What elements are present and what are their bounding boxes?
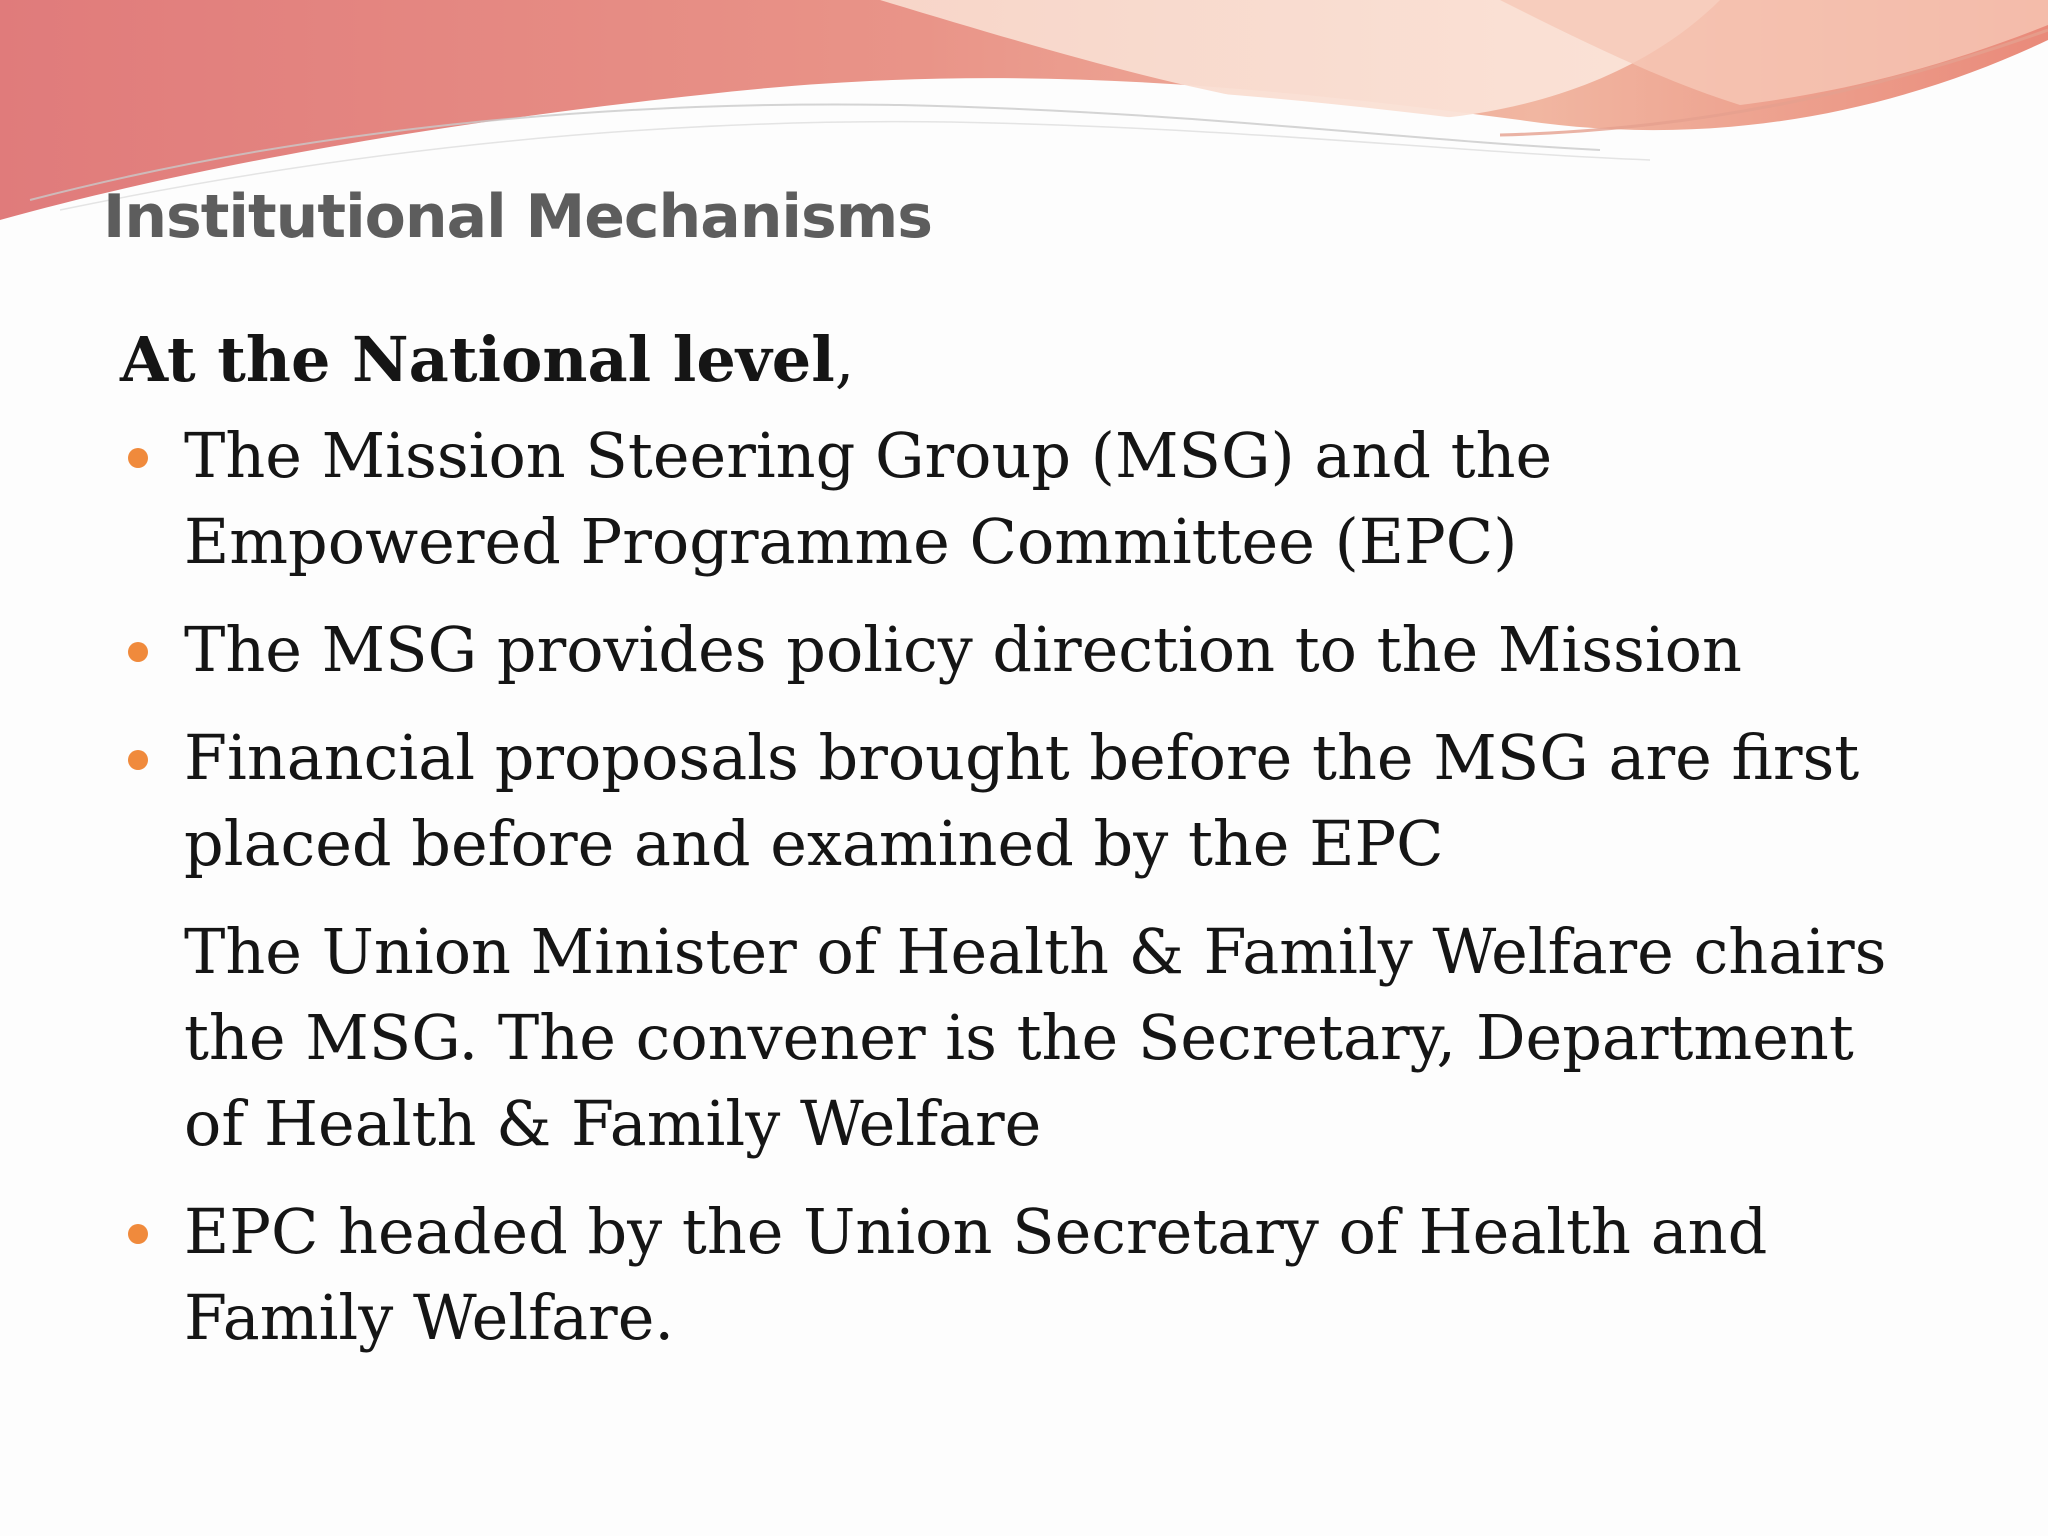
bullet-dot-icon — [128, 1224, 148, 1244]
slide-title: Institutional Mechanisms — [103, 182, 932, 252]
bullet-text-line: Financial proposals brought before the MSG are first — [184, 721, 1860, 794]
bullet-item-union-minister — [120, 909, 1980, 1167]
bullet-text-line: of Health & Family Welfare — [184, 1087, 1042, 1160]
intro-line — [120, 315, 1980, 405]
bullet-dot-icon — [128, 750, 148, 770]
bullet-item-epc-head — [120, 1189, 1980, 1361]
bullet-text-line: The Mission Steering Group (MSG) and the — [184, 419, 1553, 492]
bullet-text-line: EPC headed by the Union Secretary of Health and — [184, 1195, 1768, 1268]
bullet-text-line: The Union Minister of Health & Family Welfare chairs — [184, 915, 1887, 988]
bullet-list — [120, 413, 1980, 1361]
bullet-text-line: The MSG provides policy direction to the Mission — [184, 613, 1742, 686]
bullet-dot-icon — [128, 448, 148, 468]
bullet-text-line: placed before and examined by the EPC — [184, 807, 1444, 880]
bullet-item-financial-proposals — [120, 715, 1980, 887]
slide-content — [120, 315, 1980, 1383]
bullet-text-line: Family Welfare. — [184, 1281, 675, 1354]
bullet-item-msg-epc — [120, 413, 1980, 585]
bullet-item-policy-direction — [120, 607, 1980, 693]
intro-comma: , — [834, 323, 855, 396]
intro-heading: At the National level — [120, 323, 835, 396]
bullet-dot-icon — [128, 642, 148, 662]
bullet-text-line: the MSG. The convener is the Secretary, Department — [184, 1001, 1854, 1074]
bullet-text-line: Empowered Programme Committee (EPC) — [184, 505, 1518, 578]
